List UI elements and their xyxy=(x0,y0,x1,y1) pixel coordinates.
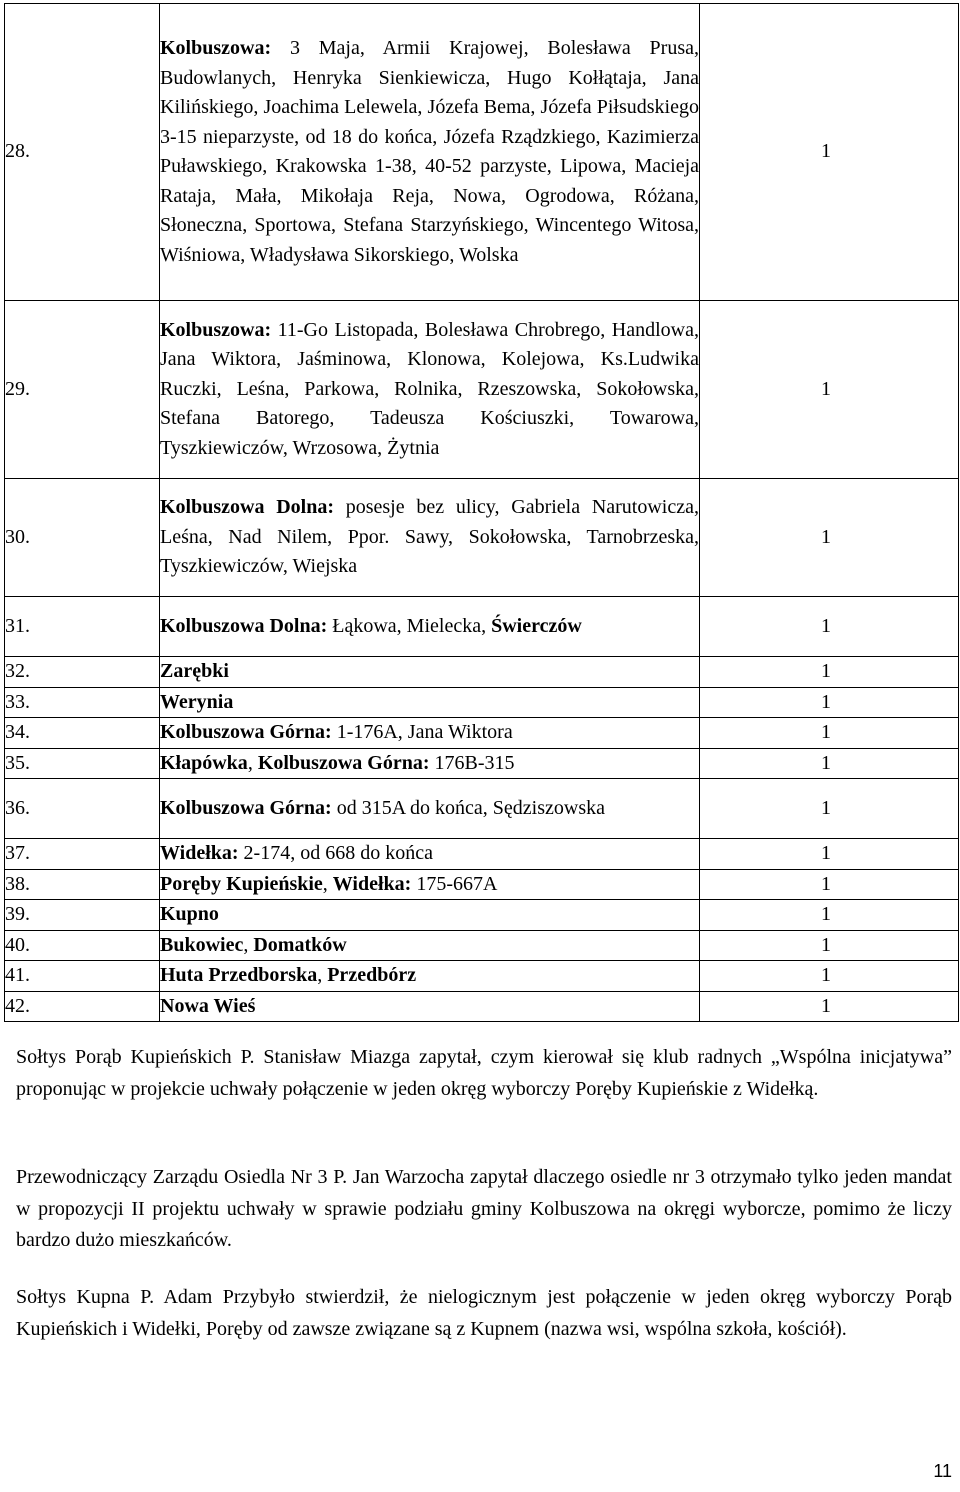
table-row xyxy=(5,479,959,597)
locality-name: Poręby Kupieńskie xyxy=(160,872,323,895)
paragraph-przybylo: Sołtys Kupna P. Adam Przybyło stwierdził, że nielogicznym jest połączenie w jeden okręg wyborczy Porąb Kupieńskich i Widełki, Poręby od zawsze związane są z Kupnem (nazwa wsi, wspólna szkoła, kościół). xyxy=(16,1286,952,1340)
table-row xyxy=(5,657,959,688)
seat-count-cell xyxy=(700,4,959,301)
seat-count: 1 xyxy=(821,751,831,774)
locality-name: Przedbórz xyxy=(327,964,417,986)
locality-name: Kupno xyxy=(160,903,219,925)
district-number: 40. xyxy=(5,930,160,961)
table-row xyxy=(5,301,959,479)
seat-count-cell xyxy=(700,991,959,1022)
locality-name: Widełka: xyxy=(160,842,239,864)
district-number: 42. xyxy=(5,991,160,1022)
locality-name: Kolbuszowa: xyxy=(160,37,272,59)
table-row xyxy=(5,839,959,870)
seat-count-cell xyxy=(700,839,959,870)
locality-name: Świerczów xyxy=(491,614,582,637)
locality-name: Bukowiec xyxy=(160,933,244,956)
seat-count: 1 xyxy=(821,690,831,713)
seat-count: 1 xyxy=(821,614,831,637)
seat-count-cell xyxy=(700,657,959,688)
street-list: , xyxy=(247,751,258,774)
district-number: 32. xyxy=(5,657,160,688)
districts-table xyxy=(4,3,959,1022)
seat-count: 1 xyxy=(821,525,831,548)
locality-name: Kolbuszowa Górna: xyxy=(257,751,430,774)
district-number: 35. xyxy=(5,748,160,779)
district-number: 29. xyxy=(5,301,160,479)
table-row xyxy=(5,718,959,749)
locality-name: Werynia xyxy=(160,690,234,713)
locality-name: Kolbuszowa Górna: xyxy=(160,796,332,819)
street-list: posesje bez ulicy, Gabriela Narutowicza, Leśna, Nad Nilem, Ppor. Sawy, Sokołowska, Tarnobrzeska, Tyszkiewiczów, Wiejska xyxy=(160,496,699,578)
seat-count-cell xyxy=(700,687,959,718)
seat-count-cell xyxy=(700,869,959,900)
seat-count: 1 xyxy=(821,872,831,895)
street-list: 175-667A xyxy=(411,872,498,895)
table-row xyxy=(5,869,959,900)
street-list: 2-174, od 668 do końca xyxy=(238,842,433,864)
district-number: 37. xyxy=(5,839,160,870)
district-streets xyxy=(160,687,700,718)
district-streets xyxy=(160,748,700,779)
seat-count: 1 xyxy=(821,660,831,682)
district-number: 33. xyxy=(5,687,160,718)
district-number: 34. xyxy=(5,718,160,749)
seat-count: 1 xyxy=(821,721,831,743)
locality-name: Kolbuszowa Dolna: xyxy=(160,614,328,637)
district-streets xyxy=(160,479,700,597)
locality-name: Nowa Wieś xyxy=(160,994,256,1017)
street-list: , xyxy=(322,872,333,895)
page-number: 11 xyxy=(933,1461,952,1481)
seat-count-cell xyxy=(700,479,959,597)
seat-count-cell xyxy=(700,748,959,779)
table-row xyxy=(5,991,959,1022)
seat-count-cell xyxy=(700,961,959,992)
street-list: , xyxy=(317,964,328,986)
district-number: 38. xyxy=(5,869,160,900)
locality-name: Widełka: xyxy=(332,872,412,895)
seat-count: 1 xyxy=(821,903,831,925)
seat-count: 1 xyxy=(821,140,831,163)
district-streets xyxy=(160,869,700,900)
paragraph-miazga: Sołtys Porąb Kupieńskich P. Stanisław Miazga zapytał, czym kierował się klub radnych „Wspólna inicjatywa” proponując w projekcie uchwały połączenie w jeden okręg wyborczy Poręby Kupieńskie z Widełką. xyxy=(16,1046,952,1100)
seat-count: 1 xyxy=(821,964,831,986)
street-list: 3 Maja, Armii Krajowej, Bolesława Prusa, Budowlanych, Henryka Sienkiewicza, Hugo Kołłątaja, Jana Kilińskiego, Joachima Lelewela, Józefa Bema, Józefa Piłsudskiego 3-15 nieparzyste, od 18 do końca, Józefa Rządzkiego, Kazimierza Puławskiego, Krakowska 1-38, 40-52 parzyste, Lipowa, Macieja Rataja, Mała, Mikołaja Reja, Nowa, Ogrodowa, Różana, Słoneczna, Sportowa, Stefana Starzyńskiego, Wincentego Witosa, Wiśniowa, Władysława Sikorskiego, Wolska xyxy=(160,37,699,266)
table-row xyxy=(5,900,959,931)
district-streets xyxy=(160,4,700,301)
table-row xyxy=(5,779,959,839)
locality-name: Kolbuszowa: xyxy=(160,318,272,341)
seat-count: 1 xyxy=(821,842,831,864)
locality-name: Kolbuszowa Górna: xyxy=(160,721,332,743)
seat-count-cell xyxy=(700,930,959,961)
locality-name: Kłapówka xyxy=(160,751,248,774)
district-number: 31. xyxy=(5,597,160,657)
street-list: 11-Go Listopada, Bolesława Chrobrego, Handlowa, Jana Wiktora, Jaśminowa, Klonowa, Kolejowa, Ks.Ludwika Ruczki, Leśna, Parkowa, Rolnika, Rzeszowska, Sokołowska, Stefana Batorego, Tadeusza Kościuszki, Towarowa, Tyszkiewiczów, Wrzosowa, Żytnia xyxy=(160,318,699,459)
seat-count: 1 xyxy=(821,994,831,1017)
district-streets xyxy=(160,930,700,961)
district-number: 28. xyxy=(5,4,160,301)
table-row xyxy=(5,687,959,718)
seat-count-cell xyxy=(700,779,959,839)
district-streets xyxy=(160,597,700,657)
seat-count-cell xyxy=(700,597,959,657)
district-streets xyxy=(160,839,700,870)
seat-count-cell xyxy=(700,900,959,931)
district-streets xyxy=(160,991,700,1022)
seat-count: 1 xyxy=(821,377,831,400)
district-number: 36. xyxy=(5,779,160,839)
street-list: 1-176A, Jana Wiktora xyxy=(331,721,513,743)
district-number: 39. xyxy=(5,900,160,931)
seat-count: 1 xyxy=(821,796,831,819)
district-streets xyxy=(160,961,700,992)
locality-name: Domatków xyxy=(253,933,347,956)
district-number: 41. xyxy=(5,961,160,992)
locality-name: Huta Przedborska xyxy=(160,964,318,986)
street-list: 176B-315 xyxy=(429,751,515,774)
district-streets xyxy=(160,900,700,931)
district-streets xyxy=(160,779,700,839)
district-streets xyxy=(160,301,700,479)
locality-name: Kolbuszowa Dolna: xyxy=(160,496,334,519)
table-row xyxy=(5,930,959,961)
locality-name: Zarębki xyxy=(160,660,229,682)
street-list: od 315A do końca, Sędziszowska xyxy=(331,796,605,819)
districts-table-body xyxy=(5,4,959,1022)
table-row xyxy=(5,961,959,992)
seat-count: 1 xyxy=(821,933,831,956)
district-streets xyxy=(160,657,700,688)
table-row xyxy=(5,4,959,301)
street-list: Łąkowa, Mielecka, xyxy=(327,614,492,637)
street-list: , xyxy=(243,933,254,956)
district-streets xyxy=(160,718,700,749)
paragraph-warzocha: Przewodniczący Zarządu Osiedla Nr 3 P. Jan Warzocha zapytał dlaczego osiedle nr 3 otrzymało tylko jeden mandat w propozycji II projektu uchwały w sprawie podziału gminy Kolbuszowa na okręgi wyborcze, pomimo że liczy bardzo dużo mieszkańców. xyxy=(16,1166,952,1251)
table-row xyxy=(5,748,959,779)
seat-count-cell xyxy=(700,718,959,749)
district-number: 30. xyxy=(5,479,160,597)
seat-count-cell xyxy=(700,301,959,479)
table-row xyxy=(5,597,959,657)
